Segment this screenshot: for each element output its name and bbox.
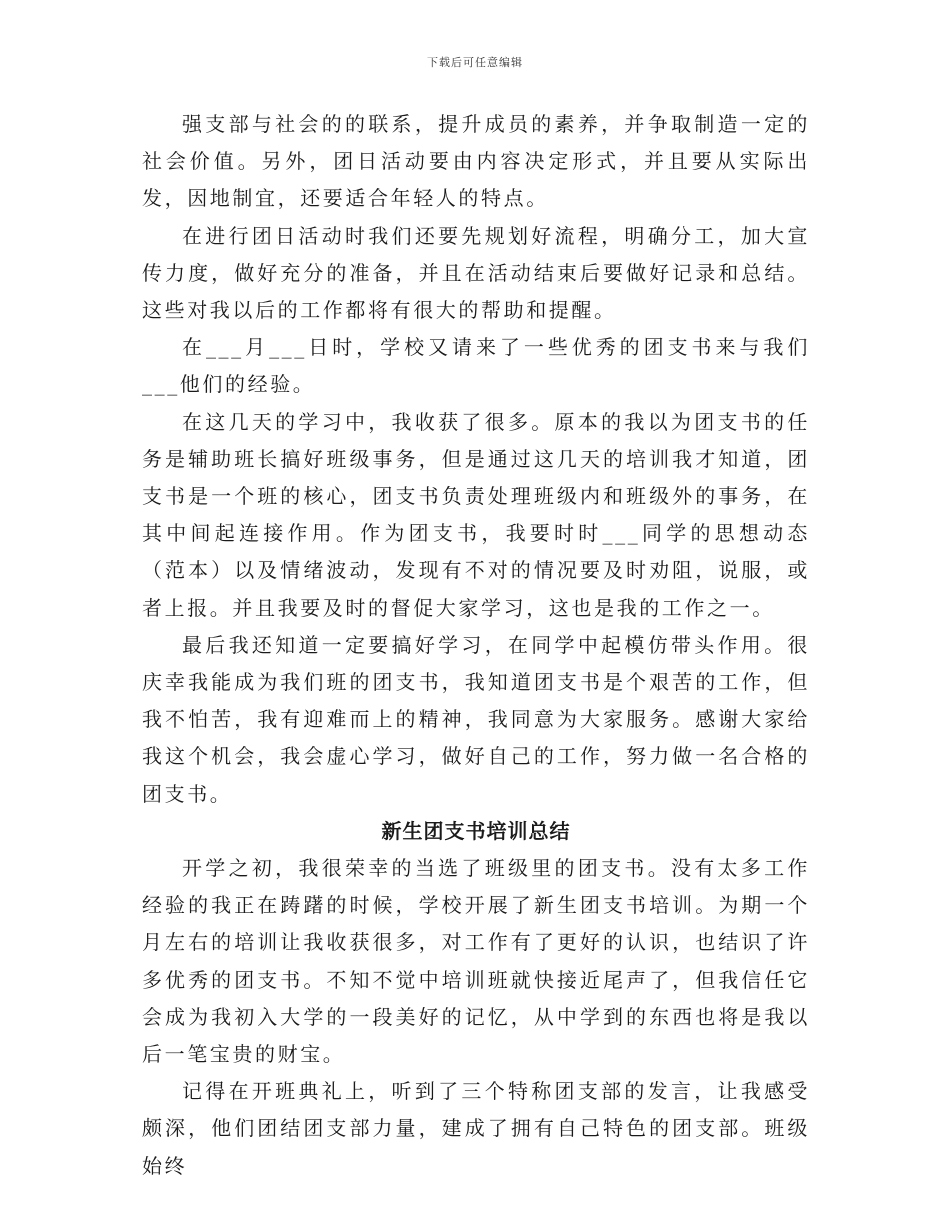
paragraph: 在进行团日活动时我们还要先规划好流程，明确分工，加大宣传力度，做好充分的准备，并且在活动结束后要做好记录和总结。这些对我以后的工作都将有很大的帮助和提醒。 xyxy=(142,223,810,323)
page-header-note: 下载后可任意编辑 xyxy=(427,56,523,69)
paragraph: 在这几天的学习中，我收获了很多。原本的我以为团支书的任务是辅助班长搞好班级事务，但是通过这几天的培训我才知道，团支书是一个班的核心，团支书负责处理班级内和班级外的事务，在其中间起连接作用。作为团支书，我要时时___同学的思想动态（范本）以及情绪波动，发现有不对的情况要及时劝阻，说服，或者上报。并且我要及时的督促大家学习，这也是我的工作之一。 xyxy=(142,409,810,620)
paragraph: 记得在开班典礼上，听到了三个特称团支部的发言，让我感受颇深，他们团结团支部力量，建成了拥有自己特色的团支部。班级始终 xyxy=(142,1079,810,1178)
paragraph: 强支部与社会的的联系，提升成员的素养，并争取制造一定的社会价值。另外，团日活动要由内容决定形式，并且要从实际出发，因地制宜，还要适合年轻人的特点。 xyxy=(142,112,810,211)
document-body xyxy=(142,106,810,1185)
paragraph: 开学之初，我很荣幸的当选了班级里的团支书。没有太多工作经验的我正在踌躇的时候，学校开展了新生团支书培训。为期一个月左右的培训让我收获很多，对工作有了更好的认识，也结识了许多优秀的团支书。不知不觉中培训班就快接近尾声了，但我信任它会成为我初入大学的一段美好的记忆，从中学到的东西也将是我以后一笔宝贵的财宝。 xyxy=(142,856,810,1067)
paragraph: 在___月___日时，学校又请来了一些优秀的团支书来与我们___他们的经验。 xyxy=(142,335,810,397)
paragraph: 最后我还知道一定要搞好学习，在同学中起模仿带头作用。很庆幸我能成为我们班的团支书，我知道团支书是个艰苦的工作，但我不怕苦，我有迎难而上的精神，我同意为大家服务。感谢大家给我这个机会，我会虚心学习，做好自己的工作，努力做一名合格的团支书。 xyxy=(142,632,810,806)
section-title: 新生团支书培训总结 xyxy=(381,818,571,843)
